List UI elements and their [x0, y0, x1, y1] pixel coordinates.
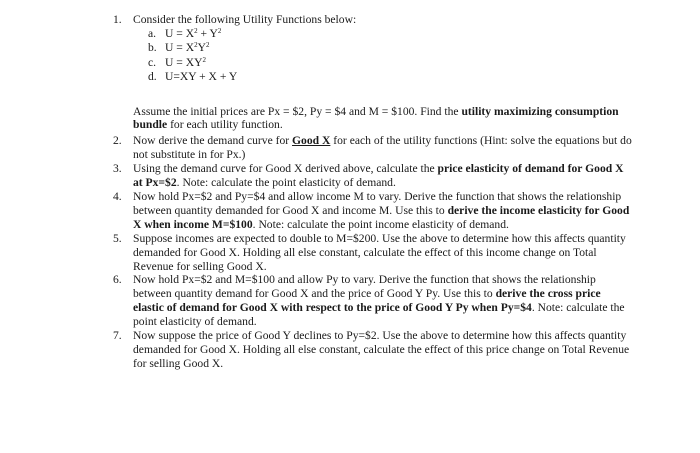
question-number: 5.	[113, 231, 122, 245]
question-number: 7.	[113, 329, 122, 343]
question-4: 4. Now hold Px=$2 and Py=$4 and allow income M to vary. Derive the function that shows the relationship between quantity demanded for Good X and income M. Use this to derive the income elasticity for Good X when income M=$100. Note: calculate the point income elasticity of demand.	[113, 189, 630, 231]
question-1	[113, 13, 633, 132]
utility-function-list	[133, 27, 633, 85]
utility-function-a: a. $U = X^2 + Y^2$	[148, 26, 222, 40]
question-list	[113, 13, 633, 371]
emphasis-text: utility maximizing consumption bundle	[133, 104, 619, 132]
emphasis-text: derive the income elasticity for Good X when income M=$100	[133, 203, 630, 231]
emphasis-text: price elasticity of demand for Good X at Px=$2	[133, 162, 624, 190]
question-7: 7. Now suppose the price of Good Y declines to Py=$2. Use the above to determine how this affects quantity demanded for Good X. Holding all else constant, calculate the effect of this price change on Total Revenue for selling Good X.	[113, 329, 630, 370]
function-label: c.	[148, 55, 157, 69]
utility-function-b: b. $U = X^2Y^2$	[148, 41, 210, 55]
function-label: d.	[148, 70, 157, 84]
question-number: 1.	[113, 13, 122, 26]
question-2: 2. Now derive the demand curve for Good X for each of the utility functions (Hint: solve the equations but do not substitute in for Px.)	[113, 134, 632, 162]
question-number: 3.	[113, 162, 122, 176]
question-3: 3. Using the demand curve for Good X derived above, calculate the price elasticity of demand for Good X at Px=$2. Note: calculate the point elasticity of demand.	[113, 162, 624, 190]
emphasis-text: derive the cross price elastic of demand for Good X with respect to the price of Good Y Py when Py=$4	[133, 287, 601, 315]
function-label: a.	[148, 26, 157, 40]
question-number: 2.	[113, 134, 122, 148]
question-number: 4.	[113, 189, 122, 203]
question-6: 6. Now hold Px=$2 and M=$100 and allow Py to vary. Derive the function that shows the relationship between quantity demand for Good X and the price of Good Y Py. Use this to derive the cross price elastic of demand for Good X with respect to the price of Good Y Py when Py=$4. Note: calculate the point elasticity of demand.	[113, 273, 625, 329]
function-label: b.	[148, 41, 157, 55]
utility-function-c: c. $U = XY^2$	[148, 55, 206, 69]
question-1-assumption: Assume the initial prices are Px = $2, Py = $4 and M = $100. Find the utility maximizing consumption bundle for each utility function.	[133, 104, 619, 132]
question-5: 5. Suppose incomes are expected to double to M=$200. Use the above to determine how this affects quantity demanded for Good X. Holding all else constant, calculate the effect of this income change on Total Revenue for selling Good X.	[113, 231, 626, 273]
emphasis-text: Good X	[292, 134, 331, 148]
question-number: 6.	[113, 273, 122, 287]
question-1-intro: Consider the following Utility Functions below:	[133, 13, 357, 26]
utility-function-d: d. U=XY + X + Y	[148, 70, 238, 84]
